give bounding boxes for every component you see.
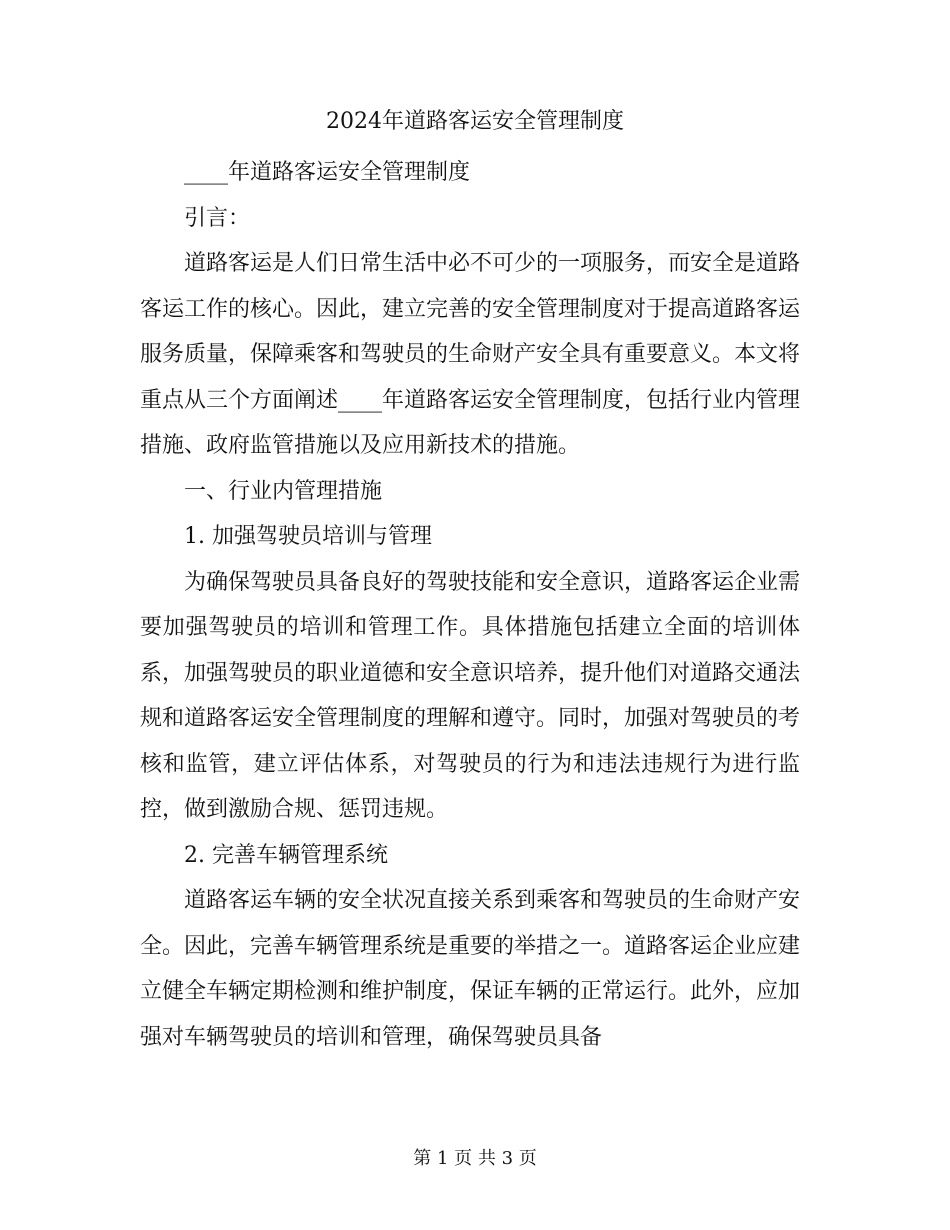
- paragraph-driver-training: 为确保驾驶员具备良好的驾驶技能和安全意识，道路客运企业需要加强驾驶员的培训和管理工作。具体措施包括建立全面的培训体系，加强驾驶员的职业道德和安全意识培养，提升他们对道路交通法规和道路客运安全管理制度的理解和遵守。同时，加强对驾驶员的考核和监管，建立评估体系，对驾驶员的行为和违法违规行为进行监控，做到激励合规、惩罚违规。: [140, 569, 801, 822]
- intro-heading: 引言：: [184, 205, 251, 231]
- intro-paragraph: 道路客运是人们日常生活中必不可少的一项服务，而安全是道路客运工作的核心。因此，建立完善的安全管理制度对于提高道路客运服务质量，保障乘客和驾驶员的生命财产安全具有重要意义。本文将重点从三个方面阐述____年道路客运安全管理制度，包括行业内管理措施、政府监管措施以及应用新技术的措施。: [140, 251, 801, 458]
- page-footer: 第 1 页 共 3 页: [413, 1148, 537, 1169]
- document-title: 2024年道路客运安全管理制度: [326, 109, 624, 134]
- subtitle-line: ____年道路客运安全管理制度: [184, 160, 471, 185]
- document-body: [140, 150, 800, 1060]
- subsection-heading-2: 2. 完善车辆管理系统: [184, 842, 388, 868]
- paragraph-vehicle-management: 道路客运车辆的安全状况直接关系到乘客和驾驶员的生命财产安全。因此，完善车辆管理系统是重要的举措之一。道路客运企业应建立健全车辆定期检测和维护制度，保证车辆的正常运行。此外，应加强对车辆驾驶员的培训和管理，确保驾驶员具备: [140, 888, 801, 1050]
- section-heading-1: 一、行业内管理措施: [184, 478, 383, 504]
- subsection-heading-1: 1. 加强驾驶员培训与管理: [184, 524, 432, 549]
